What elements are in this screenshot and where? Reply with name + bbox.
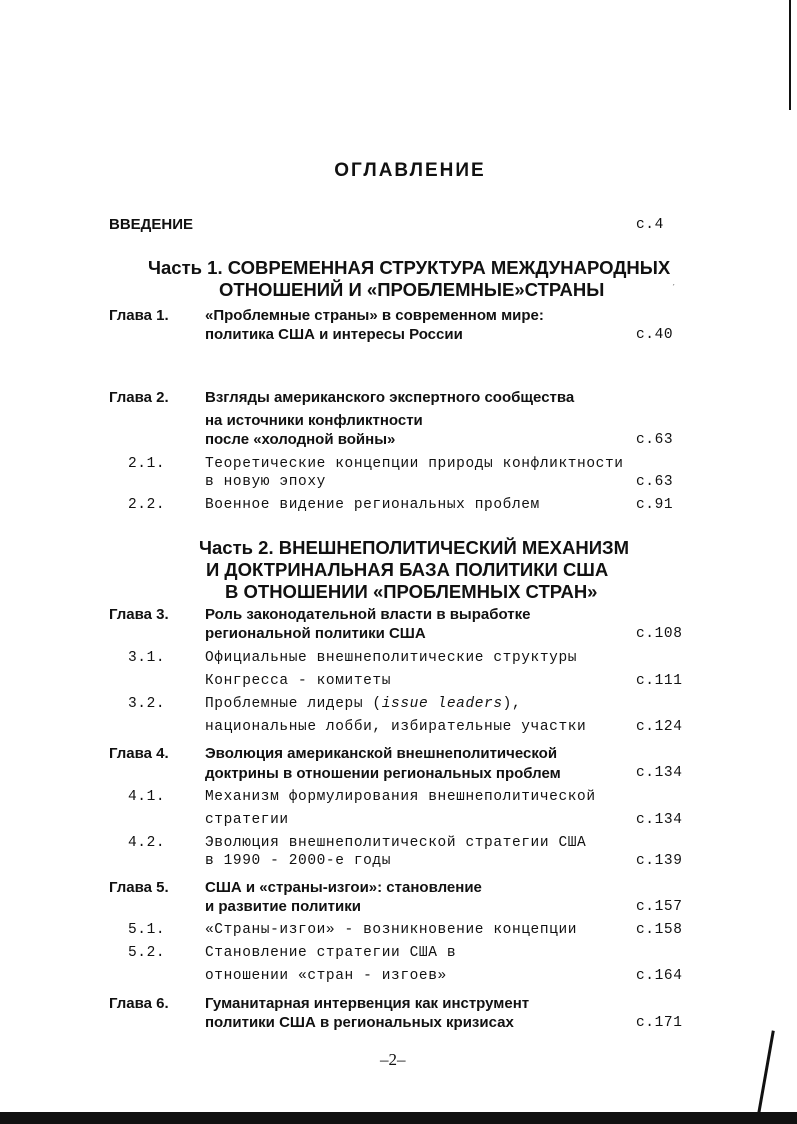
chapter4-page: с.134 bbox=[636, 765, 683, 781]
section-4-1-number: 4.1. bbox=[128, 789, 166, 805]
chapter2-title-line1: Взгляды американского экспертного сообщества bbox=[205, 389, 575, 406]
section-3-2-number: 3.2. bbox=[128, 696, 166, 712]
chapter2-page: с.63 bbox=[636, 432, 674, 448]
section-4-2-title-line2: в 1990 - 2000-е годы bbox=[205, 853, 392, 869]
section-4-1-title-line1: Механизм формулирования внешнеполитической bbox=[205, 789, 596, 805]
section-3-1-title-line1: Официальные внешнеполитические структуры bbox=[205, 650, 578, 666]
chapter1-title-line2: политика США и интересы России bbox=[205, 326, 463, 343]
chapter2-label: Глава 2. bbox=[109, 389, 169, 406]
chapter2-title-line3: после «холодной войны» bbox=[205, 431, 396, 448]
chapter3-title-line2: региональной политики США bbox=[205, 625, 426, 642]
section-3-2-page: с.124 bbox=[636, 719, 683, 735]
section-2-2-title: Военное видение региональных проблем bbox=[205, 497, 540, 513]
section-2-1-page: с.63 bbox=[636, 474, 674, 490]
page-number: –2– bbox=[380, 1050, 406, 1069]
chapter5-title-line2: и развитие политики bbox=[205, 898, 361, 915]
chapter5-title-line1: США и «страны-изгои»: становление bbox=[205, 879, 482, 896]
section-5-2-title-line1: Становление стратегии США в bbox=[205, 945, 457, 961]
chapter6-label: Глава 6. bbox=[109, 995, 169, 1012]
chapter5-label: Глава 5. bbox=[109, 879, 169, 896]
chapter3-title-line1: Роль законодательной власти в выработке bbox=[205, 606, 531, 623]
toc-title: ОГЛАВЛЕНИЕ bbox=[334, 160, 486, 181]
part2-heading-line2: И ДОКТРИНАЛЬНАЯ БАЗА ПОЛИТИКИ США bbox=[206, 559, 609, 580]
section-3-2-title-line1 bbox=[205, 696, 521, 712]
section-3-1-number: 3.1. bbox=[128, 650, 166, 666]
section-5-1-number: 5.1. bbox=[128, 922, 166, 938]
section-2-1-title-line1: Теоретические концепции природы конфликтности bbox=[205, 456, 624, 472]
intro-page: с.4 bbox=[636, 217, 664, 233]
section-5-2-number: 5.2. bbox=[128, 945, 166, 961]
part2-heading-line1: Часть 2. ВНЕШНЕПОЛИТИЧЕСКИЙ МЕХАНИЗМ bbox=[199, 537, 629, 558]
section-4-1-page: с.134 bbox=[636, 812, 683, 828]
chapter5-page: с.157 bbox=[636, 899, 683, 915]
chapter1-label: Глава 1. bbox=[109, 307, 169, 324]
chapter4-title-line2: доктрины в отношении региональных проблем bbox=[205, 765, 561, 782]
section-3-2-title-post: ), bbox=[502, 696, 522, 712]
chapter1-title-line1: «Проблемные страны» в современном мире: bbox=[205, 307, 544, 324]
section-4-2-page: с.139 bbox=[636, 853, 683, 869]
part2-heading-line3: В ОТНОШЕНИИ «ПРОБЛЕМНЫХ СТРАН» bbox=[225, 581, 598, 602]
section-2-2-number: 2.2. bbox=[128, 497, 166, 513]
chapter6-title-line1: Гуманитарная интервенция как инструмент bbox=[205, 995, 530, 1012]
chapter4-label: Глава 4. bbox=[109, 745, 169, 762]
section-2-1-number: 2.1. bbox=[128, 456, 166, 472]
scan-edge-right-bottom bbox=[756, 1030, 775, 1119]
intro-label: ВВЕДЕНИЕ bbox=[109, 216, 193, 233]
section-5-2-page: с.164 bbox=[636, 968, 683, 984]
chapter2-title-line2: на источники конфликтности bbox=[205, 412, 423, 429]
section-2-2-page: с.91 bbox=[636, 497, 674, 513]
section-3-2-title-italic: issue leaders bbox=[381, 696, 503, 712]
scan-edge-right-top bbox=[789, 0, 791, 110]
stray-mark: ˊ bbox=[672, 283, 675, 293]
chapter6-title-line2: политики США в региональных кризисах bbox=[205, 1014, 514, 1031]
section-5-2-title-line2: отношении «стран - изгоев» bbox=[205, 968, 447, 984]
chapter3-label: Глава 3. bbox=[109, 606, 169, 623]
section-4-2-number: 4.2. bbox=[128, 835, 166, 851]
part1-heading-line1: Часть 1. СОВРЕМЕННАЯ СТРУКТУРА МЕЖДУНАРОДНЫХ bbox=[148, 257, 671, 278]
chapter1-page: с.40 bbox=[636, 327, 674, 343]
section-5-1-title: «Страны-изгои» - возникновение концепции bbox=[205, 922, 578, 938]
chapter4-title-line1: Эволюция американской внешнеполитической bbox=[205, 745, 558, 762]
section-4-2-title-line1: Эволюция внешнеполитической стратегии США bbox=[205, 835, 587, 851]
section-4-1-title-line2: стратегии bbox=[205, 812, 289, 828]
section-2-1-title-line2: в новую эпоху bbox=[205, 474, 326, 490]
section-3-2-title-pre: Проблемные лидеры ( bbox=[205, 696, 382, 712]
chapter3-page: с.108 bbox=[636, 626, 683, 642]
section-3-1-title-line2: Конгресса - комитеты bbox=[205, 673, 392, 689]
chapter6-page: с.171 bbox=[636, 1015, 683, 1031]
section-3-2-title-line2: национальные лобби, избирательные участки bbox=[205, 719, 587, 735]
part1-heading-line2: ОТНОШЕНИЙ И «ПРОБЛЕМНЫЕ»СТРАНЫ bbox=[219, 279, 605, 300]
scan-edge-bottom bbox=[0, 1112, 797, 1124]
section-3-1-page: с.111 bbox=[636, 673, 683, 689]
section-5-1-page: с.158 bbox=[636, 922, 683, 938]
